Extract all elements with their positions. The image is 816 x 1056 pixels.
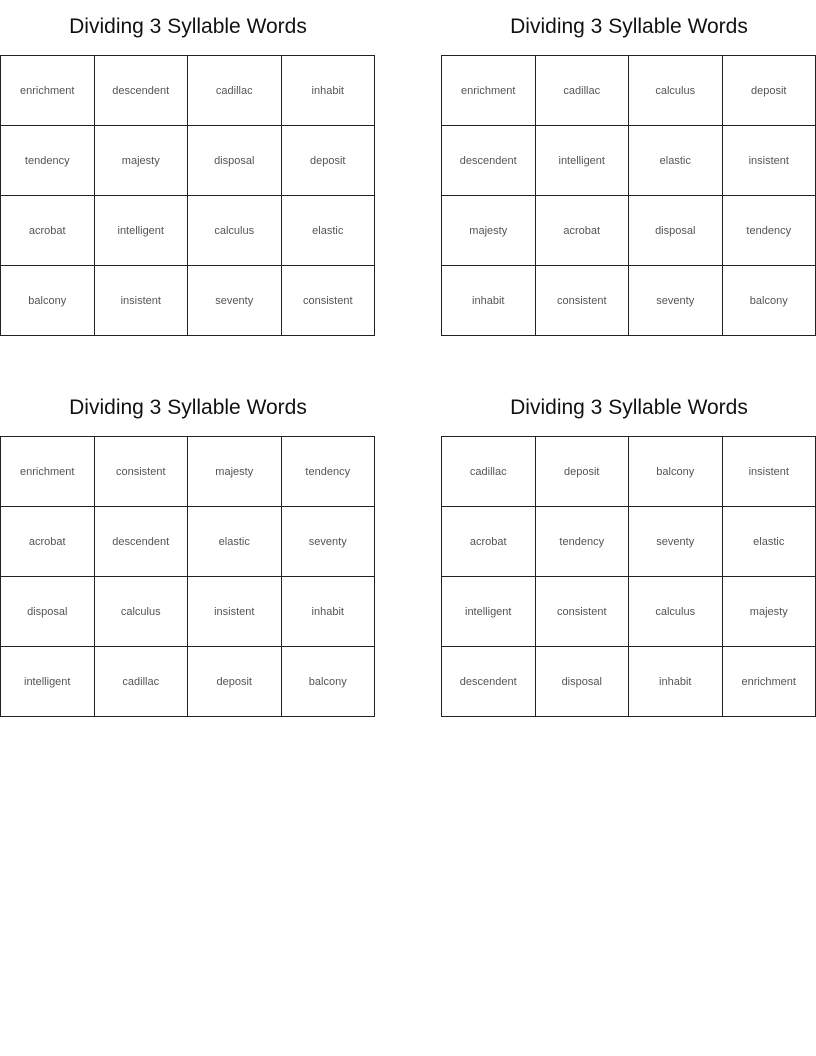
- grid-cell: balcony: [1, 266, 95, 336]
- grid-cell: consistent: [536, 266, 630, 336]
- word-grid: [0, 436, 375, 717]
- grid-cell: tendency: [536, 507, 630, 577]
- grid-cell: inhabit: [282, 56, 376, 126]
- grid-cell: disposal: [629, 196, 723, 266]
- grid-cell: enrichment: [442, 56, 536, 126]
- grid-cell: calculus: [629, 56, 723, 126]
- grid-cell: disposal: [188, 126, 282, 196]
- grid-cell: consistent: [95, 437, 189, 507]
- grid-cell: majesty: [188, 437, 282, 507]
- word-grid: [0, 55, 375, 336]
- card-title: Dividing 3 Syllable Words: [510, 15, 748, 38]
- card-title: Dividing 3 Syllable Words: [69, 396, 307, 419]
- grid-cell: balcony: [629, 437, 723, 507]
- grid-cell: descendent: [95, 56, 189, 126]
- grid-cell: deposit: [282, 126, 376, 196]
- grid-cell: elastic: [723, 507, 816, 577]
- grid-cell: enrichment: [723, 647, 816, 717]
- grid-cell: calculus: [95, 577, 189, 647]
- grid-cell: acrobat: [442, 507, 536, 577]
- grid-cell: cadillac: [95, 647, 189, 717]
- grid-cell: disposal: [536, 647, 630, 717]
- grid-cell: enrichment: [1, 56, 95, 126]
- grid-cell: cadillac: [442, 437, 536, 507]
- grid-cell: elastic: [629, 126, 723, 196]
- grid-cell: intelligent: [442, 577, 536, 647]
- grid-cell: descendent: [442, 126, 536, 196]
- grid-cell: elastic: [188, 507, 282, 577]
- grid-cell: acrobat: [1, 507, 95, 577]
- grid-cell: deposit: [723, 56, 816, 126]
- grid-cell: intelligent: [1, 647, 95, 717]
- grid-cell: insistent: [95, 266, 189, 336]
- grid-cell: calculus: [629, 577, 723, 647]
- grid-cell: descendent: [95, 507, 189, 577]
- grid-cell: inhabit: [442, 266, 536, 336]
- grid-cell: intelligent: [95, 196, 189, 266]
- grid-cell: consistent: [282, 266, 376, 336]
- grid-cell: deposit: [536, 437, 630, 507]
- grid-cell: disposal: [1, 577, 95, 647]
- card-title: Dividing 3 Syllable Words: [510, 396, 748, 419]
- word-grid: [441, 55, 816, 336]
- grid-cell: elastic: [282, 196, 376, 266]
- grid-cell: seventy: [629, 507, 723, 577]
- grid-cell: majesty: [723, 577, 816, 647]
- grid-cell: inhabit: [282, 577, 376, 647]
- grid-cell: acrobat: [1, 196, 95, 266]
- grid-cell: deposit: [188, 647, 282, 717]
- grid-cell: tendency: [282, 437, 376, 507]
- grid-cell: insistent: [188, 577, 282, 647]
- grid-cell: seventy: [282, 507, 376, 577]
- grid-cell: intelligent: [536, 126, 630, 196]
- grid-cell: tendency: [1, 126, 95, 196]
- grid-cell: enrichment: [1, 437, 95, 507]
- grid-cell: consistent: [536, 577, 630, 647]
- grid-cell: insistent: [723, 437, 816, 507]
- grid-cell: cadillac: [536, 56, 630, 126]
- grid-cell: majesty: [95, 126, 189, 196]
- grid-cell: seventy: [188, 266, 282, 336]
- grid-cell: descendent: [442, 647, 536, 717]
- grid-cell: tendency: [723, 196, 816, 266]
- grid-cell: majesty: [442, 196, 536, 266]
- grid-cell: calculus: [188, 196, 282, 266]
- card-title: Dividing 3 Syllable Words: [69, 15, 307, 38]
- grid-cell: balcony: [282, 647, 376, 717]
- grid-cell: inhabit: [629, 647, 723, 717]
- grid-cell: balcony: [723, 266, 816, 336]
- word-grid: [441, 436, 816, 717]
- grid-cell: cadillac: [188, 56, 282, 126]
- grid-cell: acrobat: [536, 196, 630, 266]
- grid-cell: seventy: [629, 266, 723, 336]
- grid-cell: insistent: [723, 126, 816, 196]
